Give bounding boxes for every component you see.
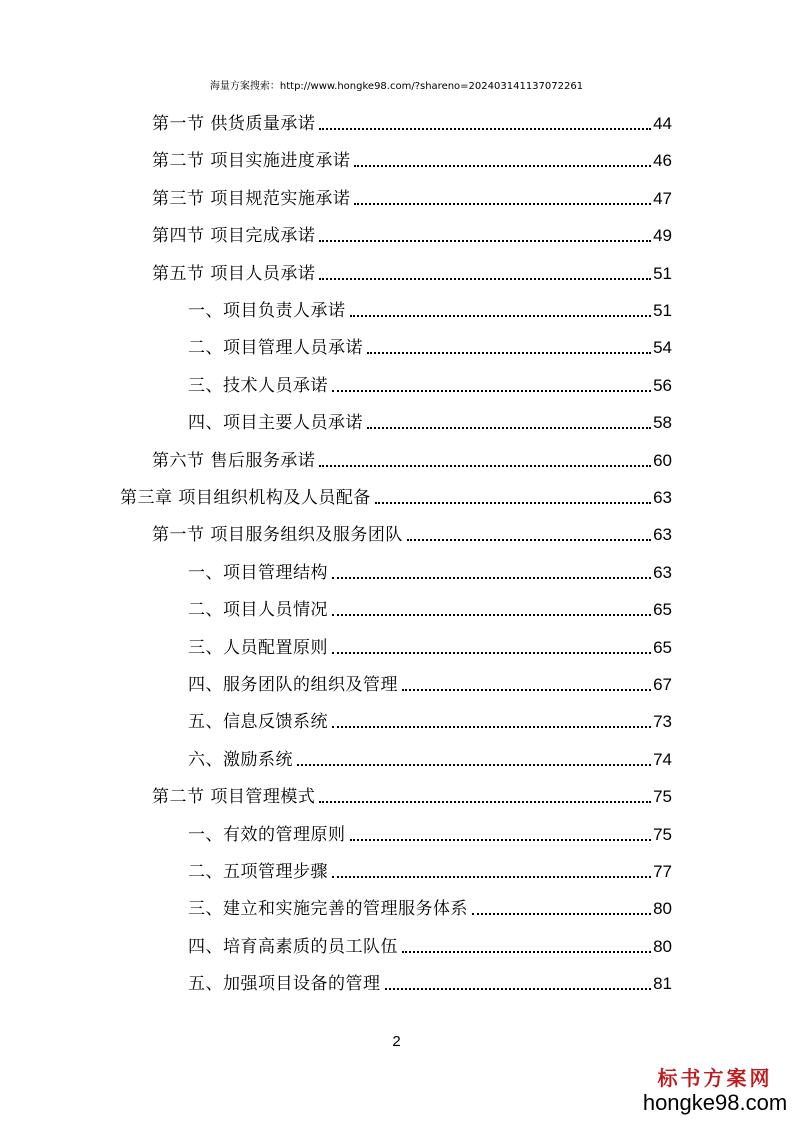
toc-dot-leader (354, 203, 651, 205)
toc-dot-leader (367, 427, 651, 429)
toc-dot-leader (319, 240, 651, 242)
toc-entry-page: 73 (653, 712, 672, 732)
toc-entry-label: 一、有效的管理原则 (188, 824, 346, 845)
toc-dot-leader (472, 913, 651, 915)
toc-dot-leader (332, 577, 651, 579)
toc-entry-label: 二、五项管理步骤 (188, 862, 328, 882)
toc-dot-leader (332, 876, 651, 878)
toc-entry[interactable] (188, 740, 672, 770)
toc-entry-page: 60 (653, 450, 672, 470)
toc-entry[interactable] (152, 254, 672, 284)
toc-entry-label: 第五节 项目人员承诺 (152, 263, 316, 284)
toc-entry[interactable] (152, 216, 672, 246)
toc-entry[interactable] (188, 665, 672, 695)
toc-entry-page: 47 (653, 188, 672, 208)
toc-dot-leader (367, 352, 651, 354)
toc-entry[interactable] (152, 179, 672, 209)
toc-entry-label: 第二节 项目管理模式 (152, 787, 316, 808)
toc-dot-leader (350, 315, 652, 317)
toc-entry[interactable] (188, 628, 672, 658)
toc-dot-leader (375, 502, 651, 504)
toc-dot-leader (332, 614, 651, 616)
toc-dot-leader (319, 128, 651, 130)
toc-entry-label: 三、人员配置原则 (188, 637, 328, 658)
toc-entry-page: 75 (653, 824, 672, 844)
toc-dot-leader (319, 278, 651, 280)
toc-dot-leader (354, 165, 651, 167)
toc-entry[interactable] (152, 777, 672, 807)
toc-entry[interactable] (188, 927, 672, 957)
watermark-title: 标书方案网 (657, 1066, 773, 1090)
toc-entry-label: 五、加强项目设备的管理 (188, 974, 381, 995)
toc-entry[interactable] (188, 328, 672, 358)
toc-entry-label: 第三节 项目规范实施承诺 (152, 188, 351, 209)
toc-entry-page: 81 (653, 974, 672, 994)
toc-dot-leader (319, 801, 651, 803)
toc-dot-leader (407, 539, 651, 541)
toc-entry-page: 58 (653, 413, 672, 433)
toc-entry[interactable] (120, 478, 672, 508)
toc-entry-label: 三、技术人员承诺 (188, 375, 328, 396)
toc-entry[interactable] (188, 403, 672, 433)
toc-entry-page: 80 (653, 936, 672, 956)
toc-entry-page: 63 (653, 562, 672, 582)
watermark-logo (640, 1066, 790, 1116)
toc-dot-leader (385, 988, 652, 990)
toc-entry-page: 46 (653, 151, 672, 171)
toc-entry-label: 一、项目负责人承诺 (188, 301, 346, 321)
toc-entry-page: 63 (653, 525, 672, 545)
toc-entry-page: 54 (653, 338, 672, 358)
toc-entry-label: 二、项目人员情况 (188, 600, 328, 621)
watermark-url: hongke98.com (642, 1090, 788, 1115)
toc-entry-label: 二、项目管理人员承诺 (188, 338, 363, 359)
toc-dot-leader (332, 390, 651, 392)
toc-entry[interactable] (188, 889, 672, 919)
toc-entry-page: 51 (653, 301, 672, 320)
toc-entry-page: 65 (653, 637, 672, 657)
toc-entry[interactable] (152, 441, 672, 471)
toc-dot-leader (332, 726, 651, 728)
toc-entry-page: 51 (653, 263, 672, 283)
toc-entry[interactable] (188, 702, 672, 732)
toc-entry-label: 六、激励系统 (188, 749, 293, 770)
toc-entry[interactable] (152, 515, 672, 545)
toc-entry-label: 四、服务团队的组织及管理 (188, 675, 398, 695)
toc-entry-page: 49 (653, 226, 672, 246)
toc-entry-page: 63 (653, 488, 672, 507)
toc-entry-page: 65 (653, 600, 672, 620)
toc-dot-leader (350, 839, 652, 841)
toc-entry-label: 第一节 供货质量承诺 (152, 114, 316, 134)
toc-entry-label: 第三章 项目组织机构及人员配备 (120, 488, 371, 508)
toc-entry-label: 一、项目管理结构 (188, 562, 328, 583)
toc-entry-page: 75 (653, 787, 672, 807)
toc-entry-label: 四、培育高素质的员工队伍 (188, 936, 398, 957)
toc-entry[interactable] (152, 104, 672, 134)
toc-entry[interactable] (188, 852, 672, 882)
toc-entry[interactable] (188, 553, 672, 583)
toc-entry-label: 五、信息反馈系统 (188, 712, 328, 733)
header-search-text: 海量方案搜索：http://www.hongke98.com/?shareno=20240314113707226​1 (209, 81, 584, 92)
toc-entry-page: 74 (653, 749, 672, 769)
toc-entry-label: 第一节 项目服务组织及服务团队 (152, 525, 403, 546)
toc-entry-page: 77 (653, 862, 672, 881)
toc-entry-label: 第六节 售后服务承诺 (152, 450, 316, 471)
toc-entry-label: 第四节 项目完成承诺 (152, 226, 316, 247)
toc-dot-leader (332, 652, 651, 654)
toc-entry-page: 67 (653, 675, 672, 694)
toc-entry-label: 三、建立和实施完善的管理服务体系 (188, 899, 468, 920)
toc-entry[interactable] (188, 964, 672, 994)
toc-entry[interactable] (188, 366, 672, 396)
toc-entry-page: 44 (653, 114, 672, 133)
toc-entry[interactable] (188, 815, 672, 845)
toc-entry[interactable] (188, 590, 672, 620)
toc-entry-page: 56 (653, 375, 672, 395)
toc-dot-leader (402, 951, 651, 953)
toc-entry-page: 80 (653, 899, 672, 919)
toc-dot-leader (402, 689, 651, 691)
toc-dot-leader (297, 764, 651, 766)
page-number: 2 (392, 1033, 401, 1050)
toc-dot-leader (319, 465, 651, 467)
toc-entry-label: 第二节 项目实施进度承诺 (152, 151, 351, 172)
toc-entry[interactable] (152, 141, 672, 171)
toc-entry[interactable] (188, 291, 672, 321)
toc-entry-label: 四、项目主要人员承诺 (188, 413, 363, 434)
